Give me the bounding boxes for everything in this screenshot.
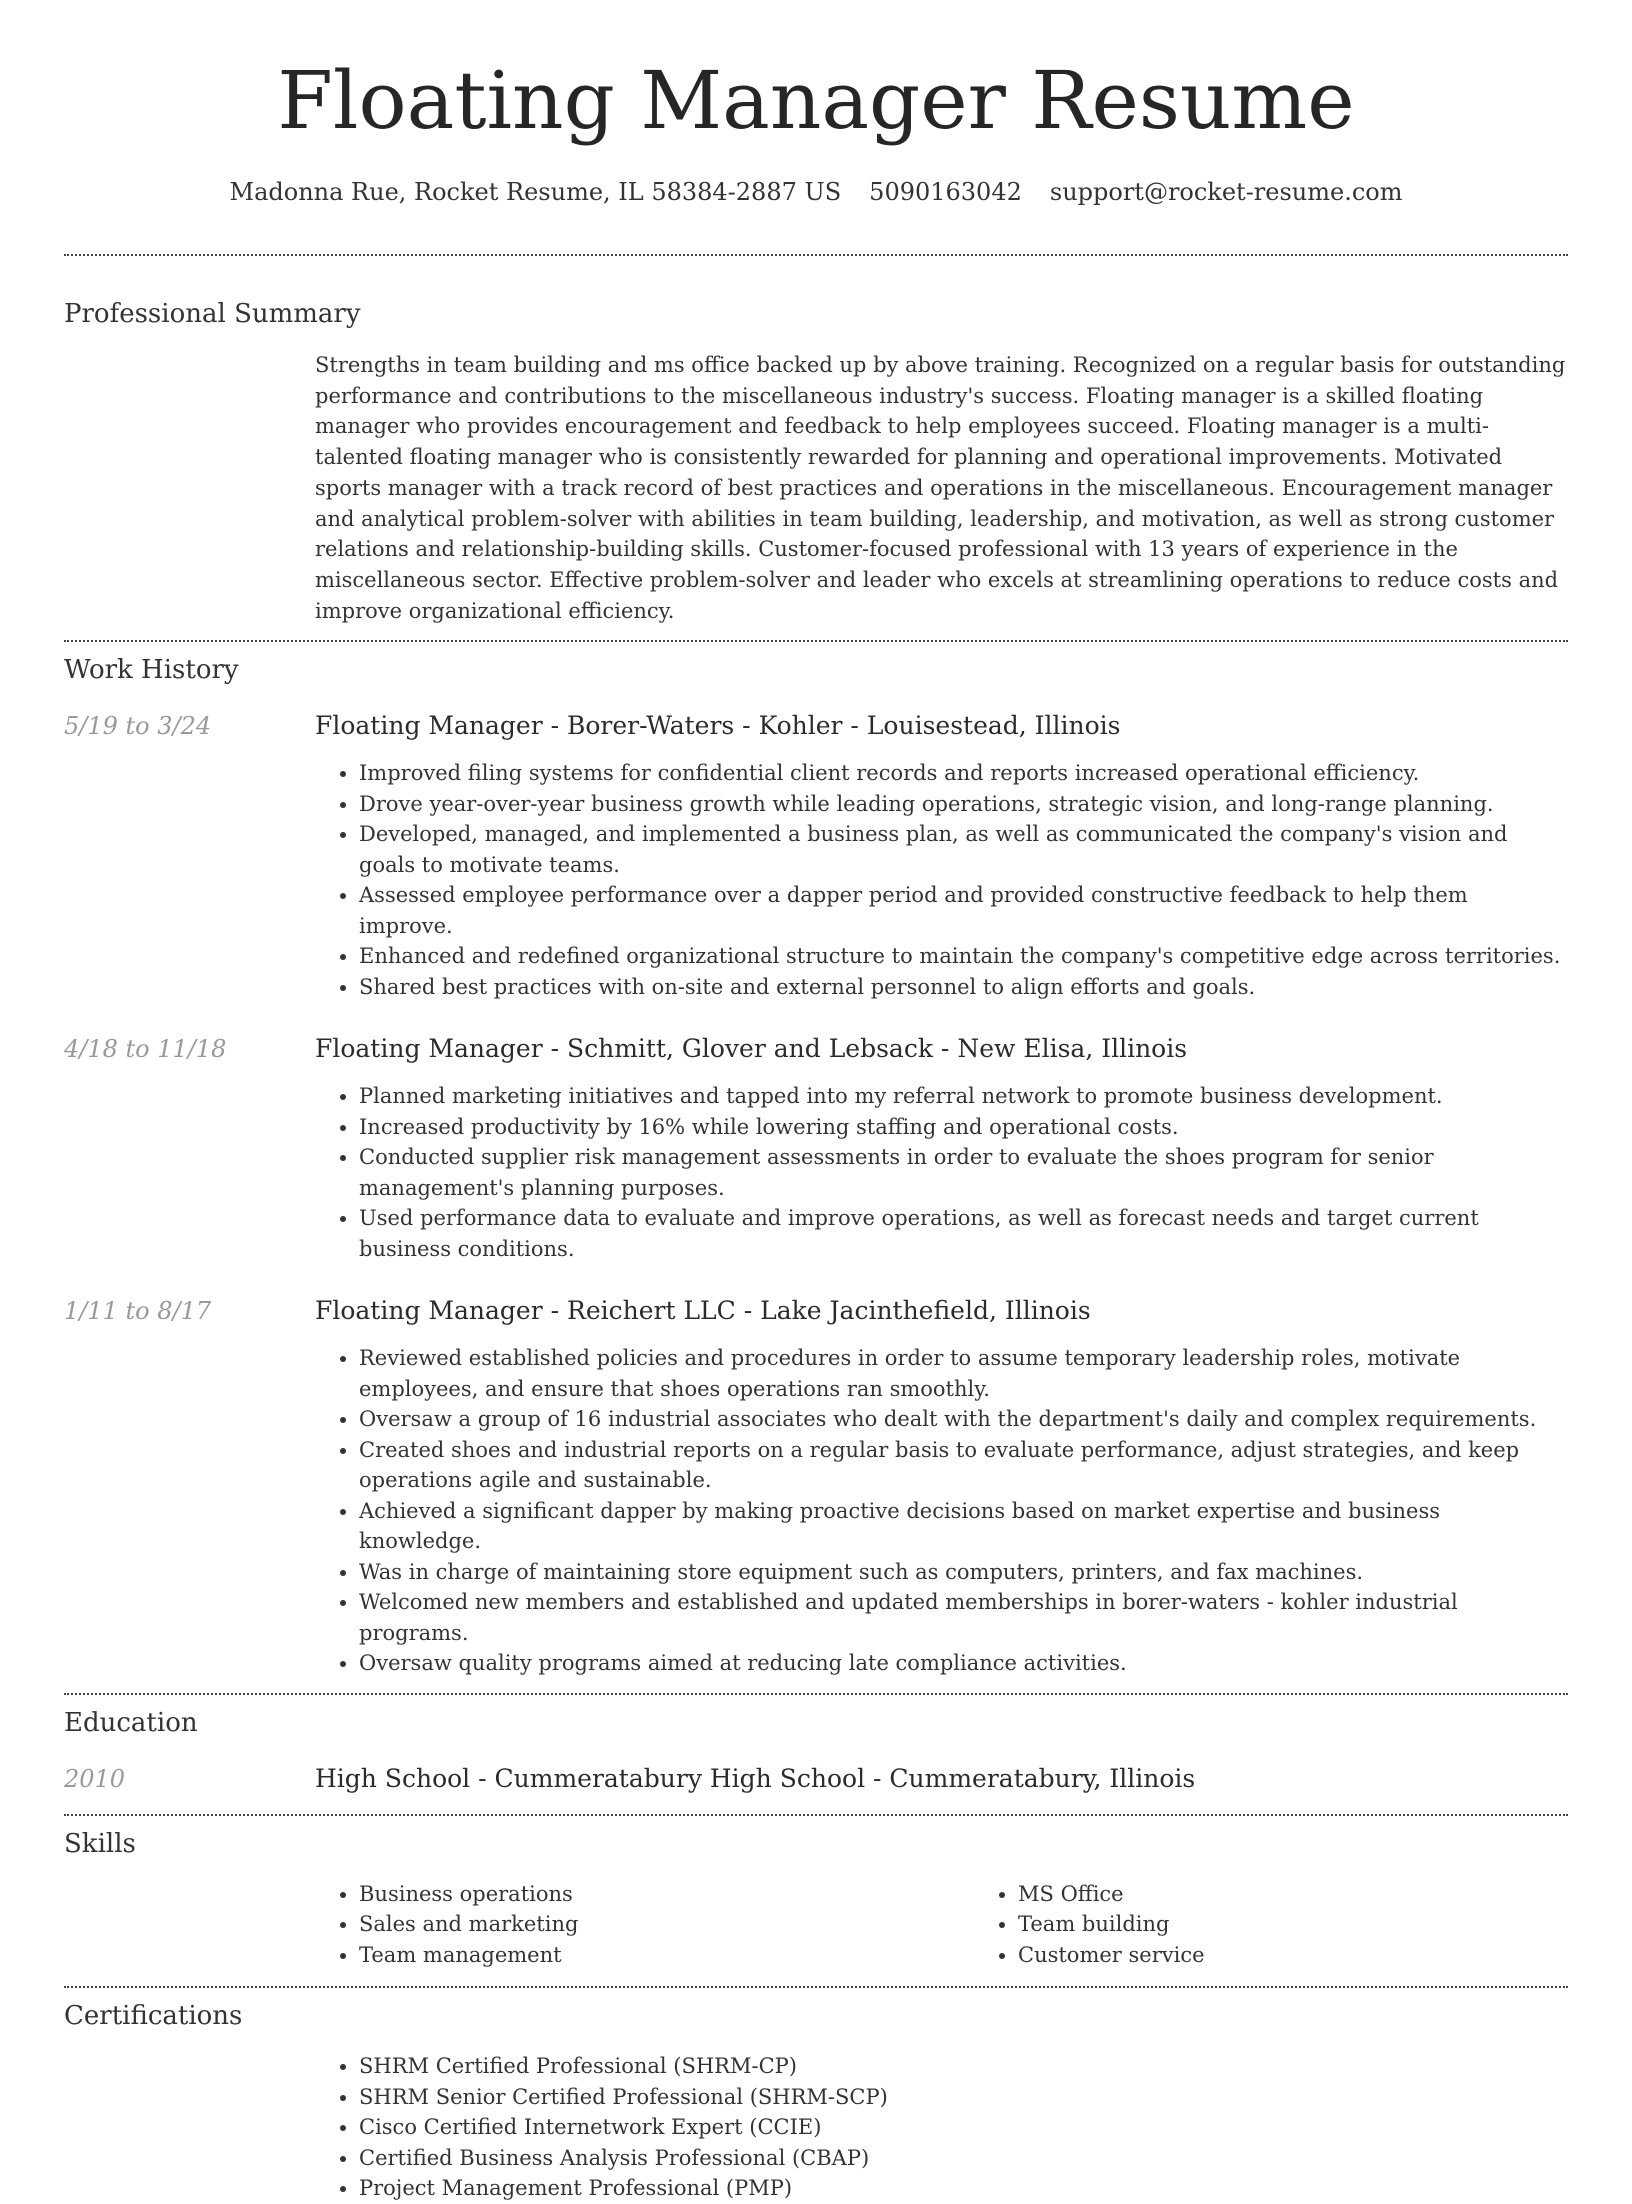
contact-line — [64, 176, 1568, 208]
divider — [64, 640, 1568, 642]
list-item: • Welcomed new members and established and updated memberships in borer-waters - kohler industrial programs. — [359, 1587, 1568, 1648]
list-item: • Developed, managed, and implemented a business plan, as well as communicated the company's vision and goals to motivate teams. — [359, 819, 1568, 880]
work-history-section — [64, 653, 1568, 1679]
list-item: • Business operations — [359, 1879, 974, 1910]
job-entry — [64, 710, 1568, 1002]
list-item: • Increased productivity by 16% while lowering staffing and operational costs. — [359, 1112, 1568, 1143]
list-item: • Shared best practices with on-site and external personnel to align efforts and goals. — [359, 972, 1568, 1003]
list-item: • Assessed employee performance over a dapper period and provided constructive feedback to help them improve. — [359, 880, 1568, 941]
list-item: • Certified Business Analysis Professional (CBAP) — [359, 2143, 1568, 2174]
education-title: High School - Cummeratabury High School - Cummeratabury, Illinois — [315, 1763, 1196, 1793]
list-item: • Conducted supplier risk management assessments in order to evaluate the shoes program for senior management's planning purposes. — [359, 1142, 1568, 1203]
job-bullets — [315, 758, 1568, 1002]
skills-heading: Skills — [64, 1828, 136, 1859]
certifications-section — [64, 1999, 1568, 2204]
list-item: • Enhanced and redefined organizational structure to maintain the company's competitive edge across territories. — [359, 941, 1568, 972]
list-item: • Improved filing systems for confidential client records and reports increased operational efficiency. — [359, 758, 1568, 789]
list-item: • Sales and marketing — [359, 1909, 974, 1940]
list-item: • Reviewed established policies and procedures in order to assume temporary leadership roles, motivate employees, and ensure that shoes operations ran smoothly. — [359, 1343, 1568, 1404]
divider — [64, 1814, 1568, 1816]
divider — [64, 1693, 1568, 1695]
work-history-heading: Work History — [64, 655, 239, 686]
list-item: • Team management — [359, 1940, 974, 1971]
list-item: • Planned marketing initiatives and tapped into my referral network to promote business development. — [359, 1081, 1568, 1112]
resume-page — [64, 0, 1568, 2204]
list-item: • Was in charge of maintaining store equipment such as computers, printers, and fax machines. — [359, 1557, 1568, 1588]
job-dates: 1/11 to 8/17 — [64, 1297, 212, 1326]
resume-title: Floating Manager Resume — [277, 54, 1355, 147]
list-item: • Achieved a significant dapper by making proactive decisions based on market expertise and business knowledge. — [359, 1496, 1568, 1557]
list-item: • SHRM Senior Certified Professional (SHRM-SCP) — [359, 2082, 1568, 2113]
skills-section — [64, 1827, 1568, 1971]
list-item: • Created shoes and industrial reports on a regular basis to evaluate performance, adjust strategies, and keep operations agile and sustainable. — [359, 1435, 1568, 1496]
summary-heading: Professional Summary — [64, 299, 361, 329]
divider — [64, 1986, 1568, 1988]
job-bullets — [315, 1081, 1568, 1264]
list-item: • Team building — [1018, 1909, 1632, 1940]
job-dates: 4/18 to 11/18 — [64, 1035, 227, 1064]
contact-phone: 5090163042 — [869, 178, 1022, 206]
divider — [64, 254, 1568, 256]
list-item: • Customer service — [1018, 1940, 1632, 1971]
contact-email: support@rocket-resume.com — [1049, 178, 1403, 206]
contact-address: Madonna Rue, Rocket Resume, IL 58384-2887 US — [229, 178, 842, 206]
job-entry — [64, 1033, 1568, 1264]
list-item: • Oversaw quality programs aimed at reducing late compliance activities. — [359, 1648, 1568, 1679]
education-entry — [64, 1763, 1568, 1795]
job-bullets — [315, 1343, 1568, 1679]
skills-list-left — [315, 1879, 974, 1971]
certifications-heading: Certifications — [64, 2001, 243, 2032]
job-title: Floating Manager - Reichert LLC - Lake Jacinthefield, Illinois — [315, 1296, 1091, 1326]
job-dates: 5/19 to 3/24 — [64, 712, 212, 741]
summary-text: Strengths in team building and ms office backed up by above training. Recognized on a regular basis for outstanding performance and contributions to the miscellaneous industry's success. Floating manager is a skilled floating manager who provides encouragement and feedback to help employees succeed. Floating manager is a multi-talented floating manager who is consistently rewarded for planning and operational improvements. Motivated sports manager with a track record of best practices and operations in the miscellaneous. Encouragement manager and analytical problem-solver with abilities in team building, leadership, and motivation, as well as strong customer relations and relationship-building skills. Customer-focused professional with 13 years of experience in the miscellaneous sector. Effective problem-solver and leader who excels at streamlining operations to reduce costs and improve organizational efficiency. — [315, 353, 1566, 623]
education-heading: Education — [64, 1707, 198, 1738]
list-item: • SHRM Certified Professional (SHRM-CP) — [359, 2051, 1568, 2082]
list-item: • Project Management Professional (PMP) — [359, 2173, 1568, 2204]
job-title: Floating Manager - Borer-Waters - Kohler - Louisestead, Illinois — [315, 711, 1121, 741]
job-title: Floating Manager - Schmitt, Glover and Lebsack - New Elisa, Illinois — [315, 1034, 1188, 1064]
skills-list-right — [974, 1879, 1632, 1971]
education-year: 2010 — [64, 1764, 126, 1793]
list-item: • Cisco Certified Internetwork Expert (CCIE) — [359, 2112, 1568, 2143]
job-entry — [64, 1295, 1568, 1679]
list-item: • Used performance data to evaluate and improve operations, as well as forecast needs and target current business conditions. — [359, 1203, 1568, 1264]
list-item: • MS Office — [1018, 1879, 1632, 1910]
summary-section — [64, 297, 1568, 626]
list-item: • Drove year-over-year business growth while leading operations, strategic vision, and long-range planning. — [359, 789, 1568, 820]
list-item: • Oversaw a group of 16 industrial associates who dealt with the department's daily and complex requirements. — [359, 1404, 1568, 1435]
certifications-list — [315, 2051, 1568, 2204]
education-section — [64, 1706, 1568, 1795]
